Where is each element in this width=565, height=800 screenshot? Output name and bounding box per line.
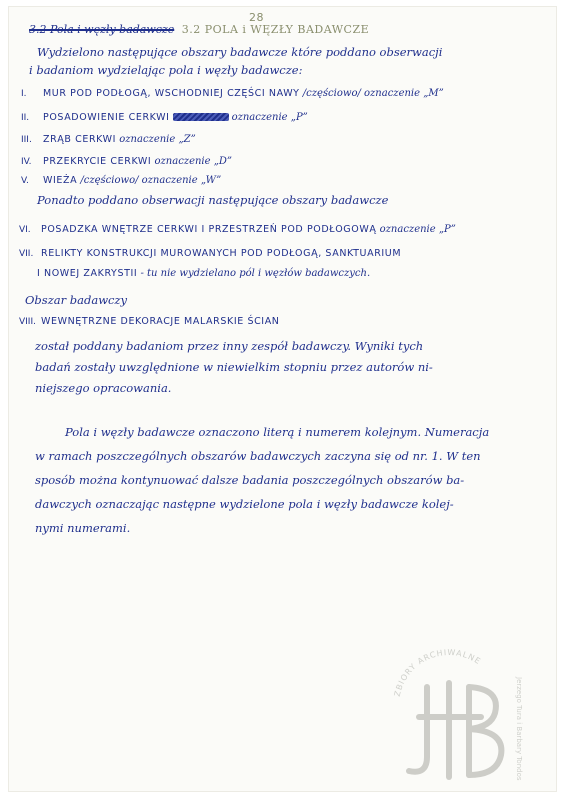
section-header (29, 23, 369, 36)
intro-line-2: i badaniom wydzielając pola i węzły badawcze: (29, 63, 303, 77)
paragraph-2-line-5: nymi numerami. (35, 521, 131, 535)
also-line: Ponadto poddano obserwacji następujące obszary badawcze (37, 193, 389, 207)
area-label: Obszar badawczy (25, 293, 128, 307)
page-number: 28 (249, 11, 264, 24)
list-item-6: VI. POSADZKA WNĘTRZE CERKWI I PRZESTRZEŃ POD PODŁOGOWĄ oznaczenie „P” (19, 224, 456, 235)
paragraph-1-line-2: badań zostały uwzględnione w niewielkim stopniu przez autorów ni- (35, 360, 433, 374)
section-heading: 3.2 POLA i WĘZŁY BADAWCZE (181, 23, 370, 36)
archive-stamp-watermark (369, 647, 529, 787)
document-page (8, 6, 557, 792)
paragraph-2-line-1: Pola i węzły badawcze oznaczono literą i numerem kolejnym. Numeracja (65, 425, 490, 439)
list-item-7-continuation: I NOWEJ ZAKRYSTII - tu nie wydzielano pól i węzłów badawczych. (37, 268, 371, 279)
list-item-3: III. ZRĄB CERKWI oznaczenie „Z” (21, 134, 196, 145)
paragraph-1-line-3: niejszego opracowania. (35, 381, 172, 395)
list-item-4: IV. PRZEKRYCIE CERKWI oznaczenie „D” (21, 156, 233, 167)
list-item-8: VIII. WEWNĘTRZNE DEKORACJE MALARSKIE ŚCIAN (19, 316, 280, 327)
stamp-arc-text: ZBIORY ARCHIWALNE (392, 647, 483, 698)
paragraph-2-line-4: dawczych oznaczając następne wydzielone pola i węzły badawcze kolej- (35, 497, 454, 511)
paragraph-2-line-3: sposób można kontynuować dalsze badania poszczególnych obszarów ba- (35, 473, 465, 487)
list-item-7: VII. RELIKTY KONSTRUKCJI MUROWANYCH POD PODŁOGĄ, SANKTUARIUM (19, 248, 402, 259)
list-item-2: II. POSADOWIENIE CERKWI oznaczenie „P” (21, 112, 308, 123)
list-item-1: I. MUR POD PODŁOGĄ, WSCHODNIEJ CZĘŚCI NAWY /częściowo/ oznaczenie „M” (21, 88, 444, 99)
intro-line-1: Wydzielono następujące obszary badawcze które poddano obserwacji (37, 45, 443, 59)
monogram-icon (409, 683, 501, 777)
list-item-5: V. WIEŻA /częściowo/ oznaczenie „W” (21, 175, 222, 186)
paragraph-2-line-2: w ramach poszczególnych obszarów badawczych zaczyna się od nr. 1. W ten (35, 449, 481, 463)
paragraph-1-line-1: został poddany badaniom przez inny zespół badawczy. Wyniki tych (35, 339, 424, 353)
scribbled-out-word (173, 113, 229, 121)
stamp-side-text: Jerzego Tura i Barbary Tondos (515, 677, 523, 781)
struck-heading: 3.2 Pola i węzły badawcze (29, 23, 175, 36)
